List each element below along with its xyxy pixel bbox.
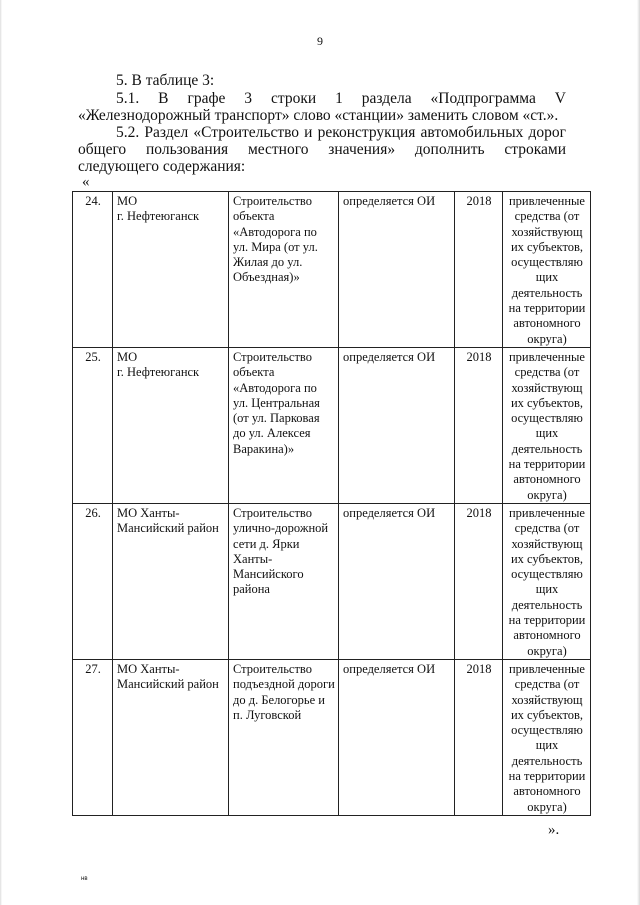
- year-cell: 2018: [455, 192, 503, 348]
- row-number: 24.: [73, 192, 113, 348]
- paragraph-5: 5. В таблице 3:: [116, 72, 215, 89]
- funding-source-cell: привлеченные средства (от хозяйствующ их субъектов, осуществляю щих деятельность на территории автономного округа): [503, 503, 591, 659]
- object-cell: Строительство объекта «Автодорога по ул. Центральная (от ул. Парковая до ул. Алексея Варакина)»: [229, 347, 339, 503]
- table-row: [73, 347, 591, 503]
- determined-cell: определяется ОИ: [339, 192, 455, 348]
- row-number: 25.: [73, 347, 113, 503]
- object-cell: Строительство улично-дорожной сети д. Ярки Ханты-Мансийского района: [229, 503, 339, 659]
- closing-quote: ».: [548, 822, 560, 838]
- object-cell: Строительство подъездной дороги до д. Белогорье и п. Луговской: [229, 659, 339, 815]
- table-row: [73, 503, 591, 659]
- row-number: 27.: [73, 659, 113, 815]
- funding-source-cell: привлеченные средства (от хозяйствующ их субъектов, осуществляю щих деятельность на территории автономного округа): [503, 192, 591, 348]
- determined-cell: определяется ОИ: [339, 347, 455, 503]
- object-cell: Строительство объекта «Автодорога по ул. Мира (от ул. Жилая до ул. Объездная)»: [229, 192, 339, 348]
- paragraph-5-1-line-1: 5.1. В графе 3 строки 1 раздела «Подпрограмма V: [116, 90, 566, 107]
- paragraph-5-1: [78, 90, 566, 124]
- row-number: 26.: [73, 503, 113, 659]
- determined-cell: определяется ОИ: [339, 659, 455, 815]
- scan-edge-left: [0, 0, 2, 905]
- funding-source-cell: привлеченные средства (от хозяйствующ их субъектов, осуществляю щих деятельность на территории автономного округа): [503, 659, 591, 815]
- footer-mark: нв: [81, 876, 88, 882]
- municipality-cell: МО г. Нефтеюганск: [113, 192, 229, 348]
- determined-cell: определяется ОИ: [339, 503, 455, 659]
- municipality-cell: МО Ханты-Мансийский район: [113, 659, 229, 815]
- opening-quote: «: [82, 174, 90, 190]
- funding-source-cell: привлеченные средства (от хозяйствующ их субъектов, осуществляю щих деятельность на территории автономного округа): [503, 347, 591, 503]
- paragraph-5-1-line-2: «Железнодорожный транспорт» слово «станции» заменить словом «ст.».: [78, 107, 559, 124]
- paragraph-5-2: 5.2. Раздел «Строительство и реконструкция автомобильных дорог общего пользования местного значения» дополнить строками следующего содержания:: [78, 124, 566, 175]
- year-cell: 2018: [455, 659, 503, 815]
- page-number: 9: [317, 34, 323, 48]
- table-row: [73, 192, 591, 348]
- table-row: [73, 659, 591, 815]
- year-cell: 2018: [455, 503, 503, 659]
- municipality-cell: МО Ханты-Мансийский район: [113, 503, 229, 659]
- year-cell: 2018: [455, 347, 503, 503]
- amendment-table: [72, 191, 591, 816]
- municipality-cell: МО г. Нефтеюганск: [113, 347, 229, 503]
